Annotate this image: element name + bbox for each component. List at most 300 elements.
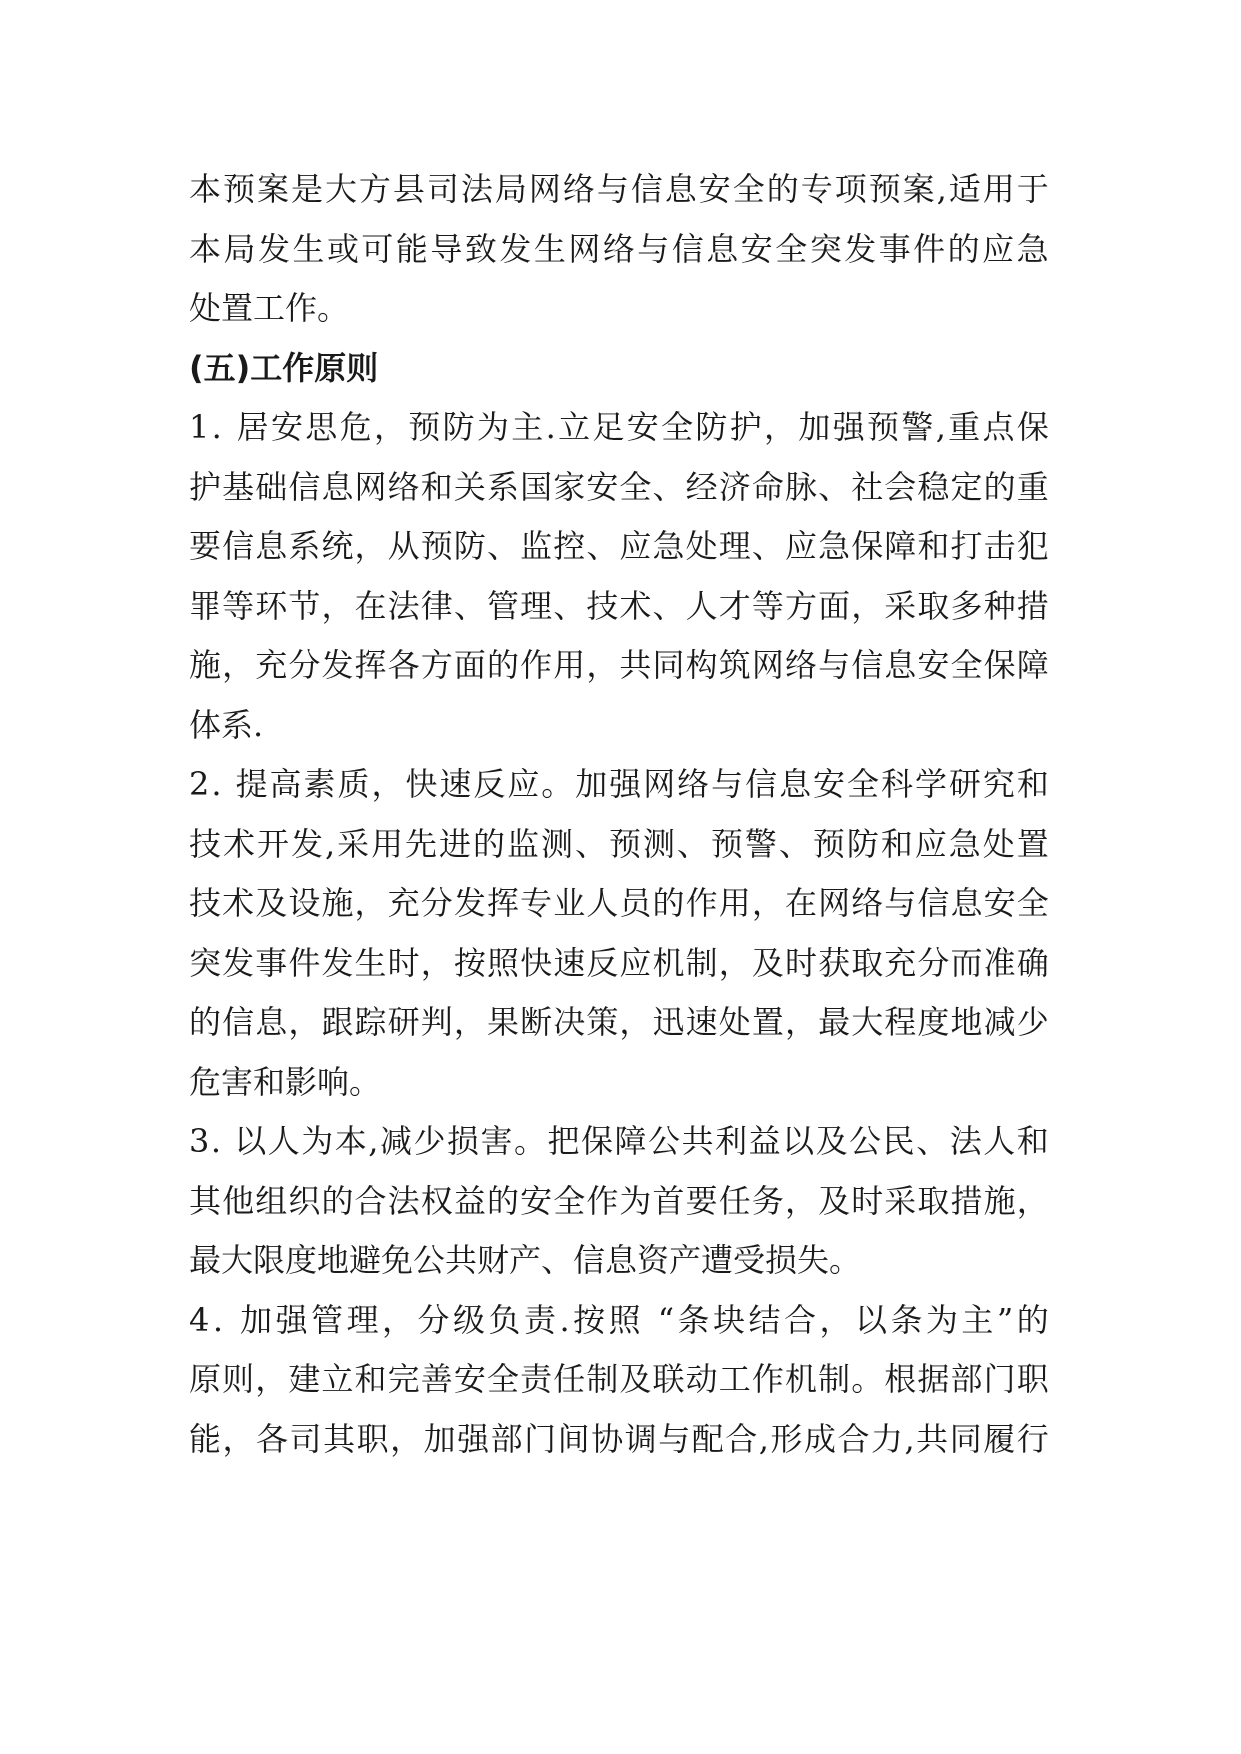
glyph: 信 <box>851 646 884 684</box>
principle-1-line-1 <box>189 398 1049 458</box>
glyph: 取 <box>917 586 950 625</box>
glyph: 为 <box>925 1300 958 1339</box>
glyph: 基 <box>222 467 255 506</box>
glyph: 及 <box>619 1360 652 1398</box>
glyph: 才 <box>718 586 751 625</box>
glyph: 而 <box>950 943 983 982</box>
glyph: 部 <box>950 1360 983 1398</box>
glyph: 命 <box>751 467 784 506</box>
glyph: 本 <box>334 1122 367 1160</box>
glyph: 加 <box>240 1300 273 1339</box>
glyph: 获 <box>818 943 851 982</box>
glyph: 防 <box>442 408 475 446</box>
glyph: 间 <box>557 1419 590 1458</box>
glyph: 、 <box>453 586 486 625</box>
glyph: 急 <box>948 824 981 863</box>
glyph: 预 <box>868 170 901 208</box>
glyph: 环 <box>255 586 288 625</box>
glyph: 动 <box>685 1360 718 1398</box>
glyph: 究 <box>982 765 1015 803</box>
glyph: 安 <box>813 765 846 803</box>
glyph: 为 <box>301 1122 334 1160</box>
glyph: 、 <box>916 1122 949 1160</box>
glyph: 与 <box>884 884 917 922</box>
glyph: 损 <box>446 1122 479 1160</box>
glyph: 协 <box>591 1419 624 1458</box>
glyph: 预 <box>420 527 453 565</box>
glyph: 发 <box>321 943 354 982</box>
glyph: 以 <box>854 1300 887 1339</box>
glyph: 控 <box>553 527 586 565</box>
glyph: 分 <box>417 1300 450 1339</box>
glyph: ， <box>453 1003 486 1041</box>
glyph: ， <box>819 1300 852 1339</box>
glyph: 发 <box>499 229 532 268</box>
glyph: , <box>935 408 946 446</box>
glyph: 。 <box>514 1122 547 1160</box>
glyph: 种 <box>983 586 1016 625</box>
glyph: 络 <box>387 467 420 506</box>
glyph: 立 <box>558 408 591 446</box>
glyph: 主 <box>511 408 544 446</box>
glyph: 发 <box>453 884 486 922</box>
glyph: 犯 <box>1016 527 1049 565</box>
glyph: 作 <box>586 1181 619 1220</box>
glyph: 反 <box>586 943 619 982</box>
glyph: 生 <box>292 229 325 268</box>
glyph: 照 <box>608 1300 641 1339</box>
glyph: 任 <box>718 1181 751 1220</box>
glyph: 全 <box>1016 884 1049 922</box>
glyph: 员 <box>619 884 652 922</box>
glyph: 加 <box>798 408 831 446</box>
glyph: 其 <box>189 1181 222 1220</box>
glyph: 他 <box>222 1181 255 1220</box>
glyph: 网 <box>568 229 601 268</box>
glyph: ， <box>382 1300 415 1339</box>
glyph: 制 <box>818 1360 851 1398</box>
glyph: 首 <box>652 1181 685 1220</box>
glyph: , <box>758 1419 769 1458</box>
glyph: 和 <box>917 527 950 565</box>
glyph: 技 <box>189 884 222 922</box>
glyph: 护 <box>729 408 762 446</box>
glyph: ， <box>222 646 255 684</box>
glyph: 和 <box>354 1360 387 1398</box>
glyph: 职 <box>1016 1360 1049 1398</box>
glyph: 多 <box>950 586 983 625</box>
glyph: 利 <box>715 1122 748 1160</box>
glyph: 的 <box>766 170 799 208</box>
glyph: 益 <box>453 1181 486 1220</box>
glyph: 理 <box>718 527 751 565</box>
glyph: 、 <box>486 527 519 565</box>
glyph: 用 <box>982 170 1015 208</box>
glyph: 研 <box>387 1003 420 1041</box>
glyph: 济 <box>718 467 751 506</box>
glyph: 减 <box>983 1003 1016 1041</box>
glyph: 筑 <box>718 646 751 684</box>
glyph: 力 <box>870 1419 903 1458</box>
glyph: 警 <box>901 408 934 446</box>
glyph: 本 <box>189 170 222 208</box>
glyph: 工 <box>718 1360 751 1398</box>
glyph: 术 <box>222 824 255 863</box>
glyph: 发 <box>222 943 255 982</box>
glyph: 成 <box>803 1419 836 1458</box>
glyph: 与 <box>596 170 629 208</box>
glyph: 采 <box>337 824 370 863</box>
glyph: 发 <box>321 646 354 684</box>
glyph: 要 <box>685 1181 718 1220</box>
glyph: 取 <box>917 1181 950 1220</box>
glyph: 质 <box>337 765 370 803</box>
glyph: 面 <box>453 646 486 684</box>
glyph: 人 <box>267 1122 300 1160</box>
glyph: 本 <box>189 229 222 268</box>
glyph: 足 <box>592 408 625 446</box>
glyph: 事 <box>255 943 288 982</box>
glyph: 进 <box>439 824 472 863</box>
glyph: 案 <box>902 170 935 208</box>
glyph: 测 <box>642 824 675 863</box>
glyph: 负 <box>488 1300 521 1339</box>
glyph: 等 <box>222 586 255 625</box>
glyph: ， <box>354 527 387 565</box>
principle-3-line-3: 最大限度地避免公共财产、信息资产遭受损失。 <box>189 1241 862 1279</box>
glyph: 善 <box>420 1360 453 1398</box>
glyph: 信 <box>745 765 778 803</box>
glyph: 发 <box>290 824 323 863</box>
glyph <box>224 398 234 458</box>
glyph: ， <box>373 408 406 446</box>
glyph: 2 <box>189 765 210 803</box>
glyph: 施 <box>983 1181 1016 1220</box>
glyph: 生 <box>354 943 387 982</box>
glyph: 急 <box>1016 229 1049 268</box>
glyph: 速 <box>553 943 586 982</box>
glyph: , <box>324 824 336 863</box>
glyph: 重 <box>948 408 981 446</box>
glyph: 速 <box>439 765 472 803</box>
glyph: 的 <box>189 1003 222 1041</box>
principle-2-line-4 <box>189 934 1049 994</box>
glyph: 大 <box>851 1003 884 1041</box>
glyph: 调 <box>624 1419 657 1458</box>
glyph: 迅 <box>652 1003 685 1041</box>
glyph: 完 <box>387 1360 420 1398</box>
glyph: 技 <box>189 824 222 863</box>
glyph: 应 <box>914 824 947 863</box>
glyph <box>223 1112 233 1172</box>
glyph: 构 <box>685 646 718 684</box>
glyph: 制 <box>685 943 718 982</box>
glyph: 护 <box>189 467 222 506</box>
glyph: 条 <box>677 1300 710 1339</box>
glyph: 安 <box>983 884 1016 922</box>
glyph: 法 <box>387 1181 420 1220</box>
glyph: 照 <box>486 943 519 982</box>
glyph: ， <box>354 884 387 922</box>
glyph <box>644 1291 654 1351</box>
glyph: 确 <box>1016 943 1049 982</box>
glyph: 少 <box>1016 1003 1049 1041</box>
glyph: 职 <box>356 1419 389 1458</box>
glyph: 门 <box>983 1360 1016 1398</box>
glyph: ， <box>718 943 751 982</box>
glyph: 4 <box>189 1300 210 1339</box>
glyph: 采 <box>884 586 917 625</box>
glyph: 障 <box>1016 646 1049 684</box>
glyph: 急 <box>652 527 685 565</box>
glyph: 的 <box>473 824 506 863</box>
glyph: 信 <box>222 1003 255 1041</box>
glyph: 县 <box>392 170 425 208</box>
glyph: 加 <box>575 765 608 803</box>
glyph: 权 <box>420 1181 453 1220</box>
glyph: ， <box>751 884 784 922</box>
glyph: 联 <box>652 1360 685 1398</box>
glyph: 快 <box>405 765 438 803</box>
glyph: 研 <box>948 765 981 803</box>
principle-4-line-1 <box>189 1291 1049 1351</box>
document-body <box>189 160 1049 1469</box>
glyph: 。 <box>541 765 574 803</box>
glyph: 减 <box>379 1122 412 1160</box>
glyph: 用 <box>371 824 404 863</box>
glyph: 共 <box>681 1122 714 1160</box>
glyph: 施 <box>189 646 222 684</box>
glyph: ， <box>784 1003 817 1041</box>
glyph: 与 <box>711 765 744 803</box>
glyph: 全 <box>732 170 765 208</box>
glyph: , <box>904 1419 915 1458</box>
glyph: 可 <box>361 229 394 268</box>
glyph: 主 <box>961 1300 994 1339</box>
glyph: 置 <box>1016 824 1049 863</box>
glyph: 能 <box>189 1419 222 1458</box>
glyph: 的 <box>486 646 519 684</box>
glyph: 、 <box>652 586 685 625</box>
glyph: 民 <box>882 1122 915 1160</box>
glyph: ， <box>619 1003 652 1041</box>
glyph: 公 <box>648 1122 681 1160</box>
glyph: 息 <box>255 1003 288 1041</box>
glyph: 素 <box>303 765 336 803</box>
glyph: 信 <box>630 170 663 208</box>
glyph: ， <box>764 408 797 446</box>
glyph: 监 <box>507 824 540 863</box>
glyph: 任 <box>553 1360 586 1398</box>
glyph: 织 <box>288 1181 321 1220</box>
glyph: 用 <box>718 884 751 922</box>
glyph: 术 <box>222 884 255 922</box>
glyph: 预 <box>408 408 441 446</box>
glyph: 全 <box>619 467 652 506</box>
glyph: 按 <box>573 1300 606 1339</box>
glyph: 的 <box>983 467 1016 506</box>
glyph: 共 <box>916 1419 949 1458</box>
glyph: 原 <box>189 1360 222 1398</box>
glyph: . <box>211 408 222 446</box>
glyph: 法 <box>949 1122 982 1160</box>
glyph: 应 <box>619 943 652 982</box>
glyph: 事 <box>878 229 911 268</box>
glyph: 、 <box>553 586 586 625</box>
glyph: 急 <box>818 527 851 565</box>
glyph: 适 <box>948 170 981 208</box>
glyph: 等 <box>751 586 784 625</box>
glyph: 和 <box>880 824 913 863</box>
glyph: 息 <box>255 527 288 565</box>
glyph: 安 <box>586 467 619 506</box>
glyph: 置 <box>751 1003 784 1041</box>
glyph: 快 <box>520 943 553 982</box>
glyph: 级 <box>453 1300 486 1339</box>
glyph: 打 <box>950 527 983 565</box>
glyph: 与 <box>637 229 670 268</box>
glyph: 从 <box>387 527 420 565</box>
glyph: 预 <box>608 824 641 863</box>
glyph: 。 <box>851 1360 884 1398</box>
glyph: 社 <box>851 467 884 506</box>
glyph: 作 <box>751 1360 784 1398</box>
glyph: 障 <box>884 527 917 565</box>
glyph: 方 <box>358 170 391 208</box>
glyph: 充 <box>387 884 420 922</box>
glyph: 家 <box>553 467 586 506</box>
glyph: 全 <box>847 765 880 803</box>
glyph: 挥 <box>354 646 387 684</box>
glyph: 障 <box>614 1122 647 1160</box>
glyph: 、 <box>652 467 685 506</box>
glyph: 制 <box>586 1360 619 1398</box>
glyph: 作 <box>685 884 718 922</box>
glyph: 根 <box>884 1360 917 1398</box>
glyph: 公 <box>849 1122 882 1160</box>
glyph: 面 <box>818 586 851 625</box>
glyph: 机 <box>652 943 685 982</box>
glyph: 充 <box>884 943 917 982</box>
glyph: 时 <box>784 943 817 982</box>
glyph: . <box>211 765 222 803</box>
glyph: 律 <box>420 586 453 625</box>
glyph: 处 <box>982 824 1015 863</box>
glyph: 导 <box>430 229 463 268</box>
glyph: 信 <box>288 467 321 506</box>
glyph: 3 <box>189 1122 210 1160</box>
glyph: 方 <box>420 646 453 684</box>
glyph: 网 <box>643 765 676 803</box>
glyph: , <box>368 1122 379 1160</box>
glyph: 、 <box>818 467 851 506</box>
glyph: 策 <box>586 1003 619 1041</box>
glyph: ， <box>371 765 404 803</box>
glyph: 在 <box>354 586 387 625</box>
glyph: 履 <box>983 1419 1016 1458</box>
glyph: 果 <box>486 1003 519 1041</box>
glyph: 采 <box>884 1181 917 1220</box>
glyph: 、 <box>676 824 709 863</box>
glyph: 共 <box>619 646 652 684</box>
principle-4-line-2 <box>189 1350 1049 1410</box>
glyph: 、 <box>574 824 607 863</box>
glyph: 突 <box>189 943 222 982</box>
glyph: , <box>936 170 947 208</box>
glyph: ， <box>255 1360 288 1398</box>
glyph: 门 <box>524 1419 557 1458</box>
glyph: 各 <box>256 1419 289 1458</box>
glyph: 全 <box>950 646 983 684</box>
glyph: 和 <box>420 467 453 506</box>
glyph: 或 <box>326 229 359 268</box>
glyph: ， <box>321 586 354 625</box>
glyph: 的 <box>652 884 685 922</box>
glyph: 是 <box>290 170 323 208</box>
glyph: 把 <box>547 1122 580 1160</box>
glyph: 决 <box>553 1003 586 1041</box>
glyph: 件 <box>288 943 321 982</box>
body-line-3: 处置工作。 <box>189 289 350 327</box>
glyph <box>226 1291 236 1351</box>
glyph: 时 <box>387 943 420 982</box>
glyph: 少 <box>413 1122 446 1160</box>
glyph: 监 <box>520 527 553 565</box>
glyph: 络 <box>562 170 595 208</box>
principle-3-line-2 <box>189 1172 1049 1232</box>
glyph: 组 <box>255 1181 288 1220</box>
glyph: 应 <box>784 527 817 565</box>
glyph: 管 <box>311 1300 344 1339</box>
glyph: 息 <box>664 170 697 208</box>
glyph: 息 <box>779 765 812 803</box>
glyph: 关 <box>453 467 486 506</box>
glyph: 安 <box>270 408 303 446</box>
glyph: 充 <box>255 646 288 684</box>
body-line-1 <box>189 160 1049 220</box>
glyph: 措 <box>950 1181 983 1220</box>
glyph: 业 <box>553 884 586 922</box>
glyph: 挥 <box>486 884 519 922</box>
glyph: 国 <box>520 467 553 506</box>
glyph: 脉 <box>784 467 817 506</box>
glyph: 强 <box>609 765 642 803</box>
glyph: 预 <box>222 170 255 208</box>
glyph: 信 <box>671 229 704 268</box>
glyph: ， <box>1016 1181 1049 1220</box>
glyph: 加 <box>423 1419 456 1458</box>
glyph: 全 <box>775 229 808 268</box>
glyph: 络 <box>677 765 710 803</box>
glyph: “ <box>657 1300 675 1339</box>
glyph: 项 <box>834 170 867 208</box>
glyph: 害 <box>480 1122 513 1160</box>
glyph: 提 <box>235 765 268 803</box>
principle-1-line-6: 体系. <box>189 705 264 744</box>
glyph: 措 <box>1016 586 1049 625</box>
glyph: . <box>559 1300 570 1339</box>
glyph: 设 <box>288 884 321 922</box>
glyph: 部 <box>490 1419 523 1458</box>
glyph: 发 <box>844 229 877 268</box>
glyph: 用 <box>553 646 586 684</box>
glyph: 础 <box>255 467 288 506</box>
principle-1-line-5 <box>189 636 1049 696</box>
glyph: 重 <box>1016 467 1049 506</box>
glyph: 的 <box>1016 1300 1049 1339</box>
glyph: 判 <box>420 1003 453 1041</box>
glyph: 断 <box>520 1003 553 1041</box>
